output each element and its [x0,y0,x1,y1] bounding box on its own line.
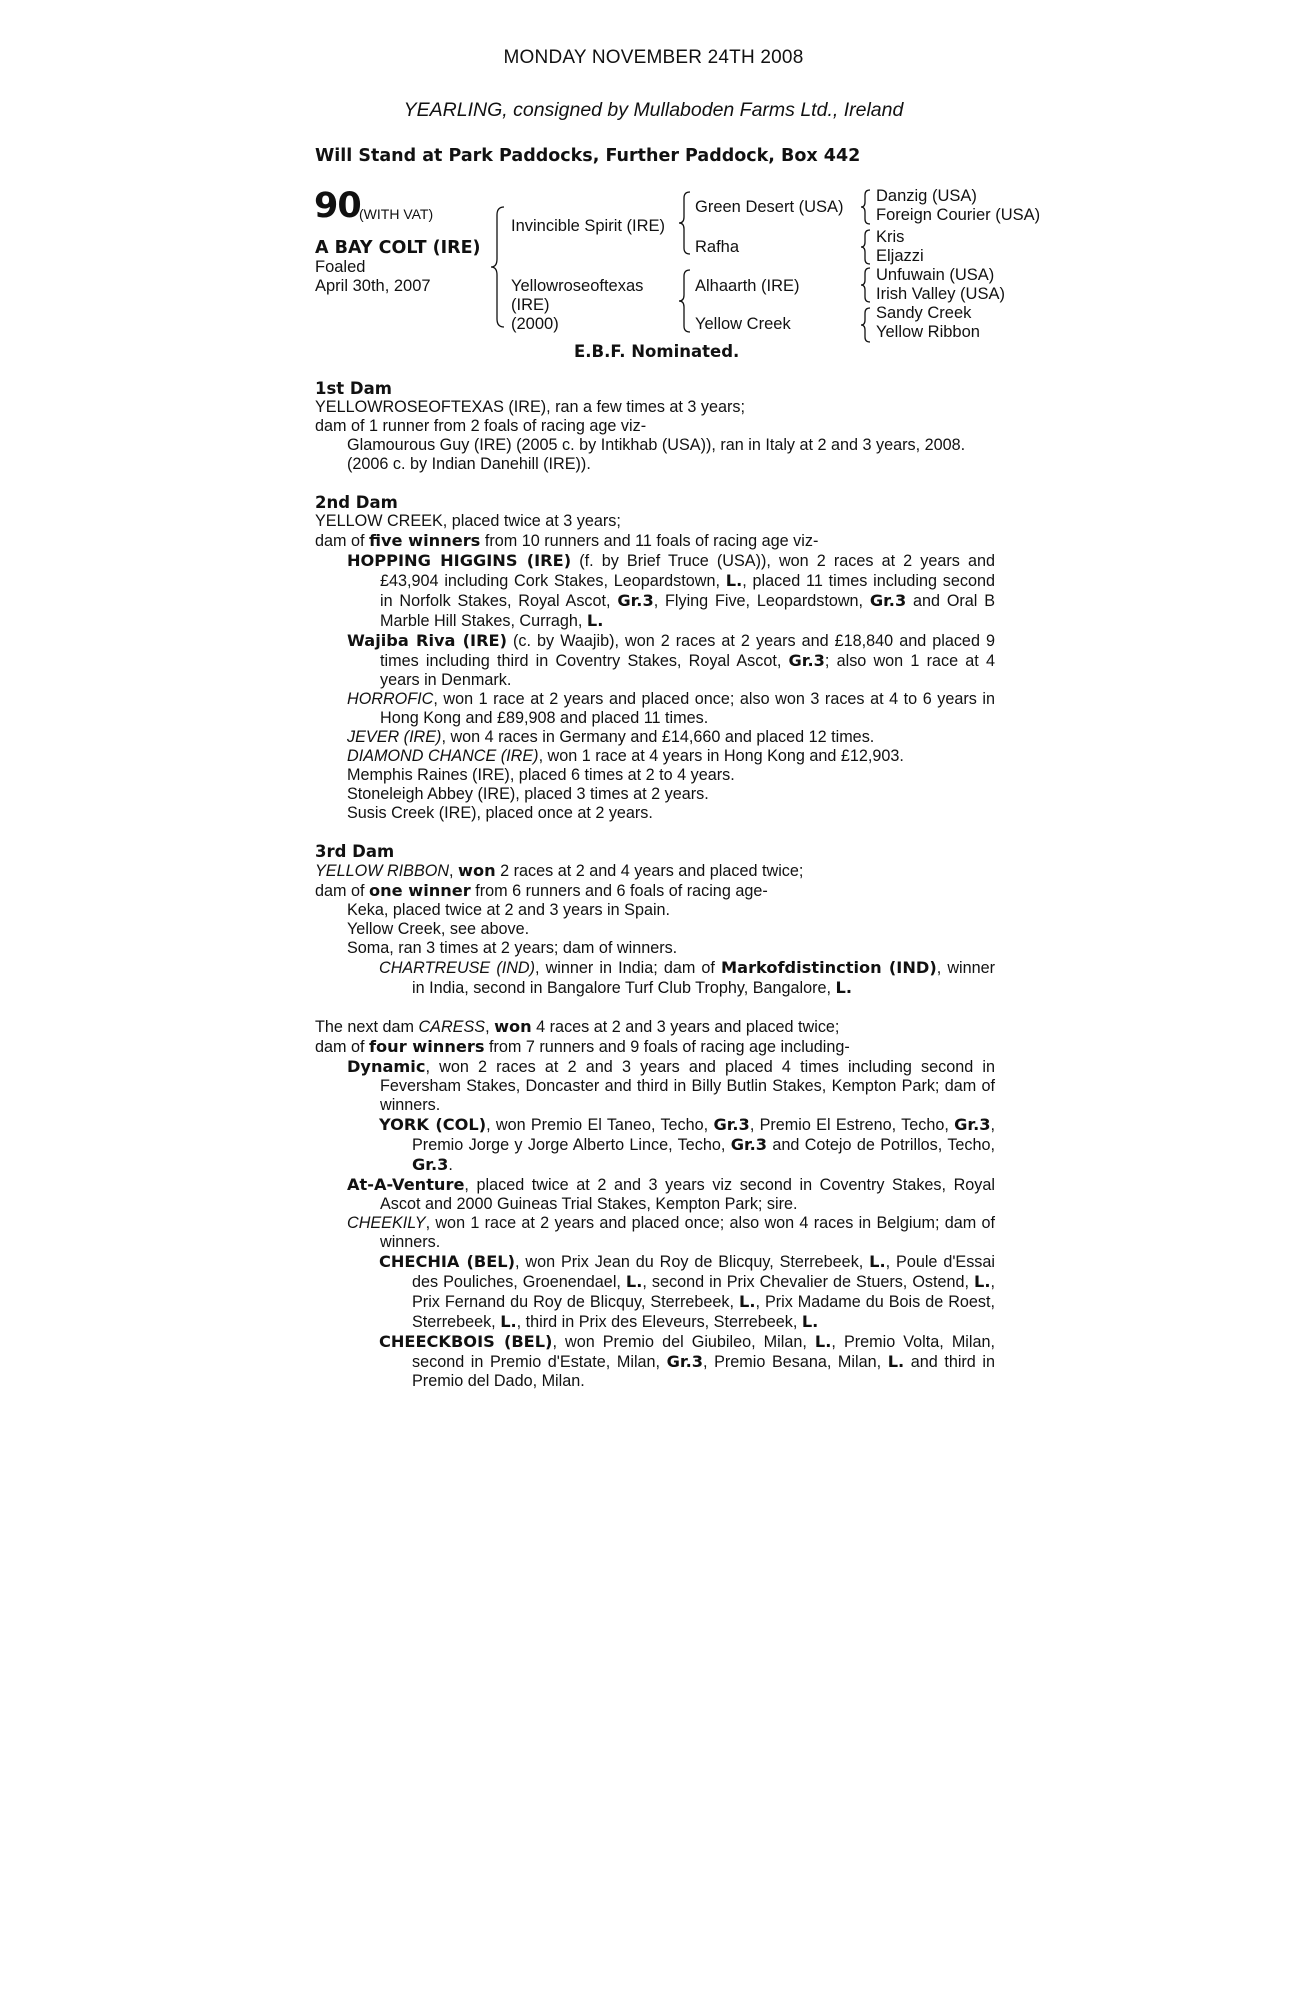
vat-note: (WITH VAT) [359,206,434,222]
stand-location: Will Stand at Park Paddocks, Further Paddock, Box 442 [315,146,861,166]
first-dam-line: YELLOWROSEOFTEXAS (IRE), ran a few times at 3 years; [315,398,745,416]
produce-entry-chechia: CHECHIA (BEL), won Prix Jean du Roy de Blicquy, Sterrebeek, L., Poule d'Essai des Pouliches, Groenendael, L., second in Prix Chevalier de Stuers, Ostend, L., Prix Fernand du Roy de Blicquy, Sterrebeek, L., Prix Madame du Bois de Roest, Sterrebeek, L., third in Prix des Eleveurs, Sterrebeek, L. [379,1252,996,1331]
next-dam-line: The next dam CARESS, won 4 races at 2 and 3 years and placed twice; [315,1017,840,1036]
pedigree-gg8: Yellow Ribbon [876,323,980,341]
produce-entry-memphis-raines: Memphis Raines (IRE), placed 6 times at 2 to 4 years. [347,766,735,784]
produce-entry-yellow-creek: Yellow Creek, see above. [347,920,530,938]
pedigree-grandsire-sire: Green Desert (USA) [695,198,844,216]
first-dam-produce-item: Glamourous Guy (IRE) (2005 c. by Intikhab (USA)), ran in Italy at 2 and 3 years, 2008. [347,436,966,454]
first-dam-heading: 1st Dam [315,379,392,398]
pedigree-gg2: Foreign Courier (USA) [876,206,1041,224]
horse-name: A BAY COLT (IRE) [315,238,481,258]
catalogue-body [315,379,995,1391]
pedigree-gg6: Irish Valley (USA) [876,285,1005,303]
ebf-nomination: E.B.F. Nominated. [574,342,740,361]
sale-date: MONDAY NOVEMBER 24TH 2008 [503,47,804,68]
pedigree-grandsire-dam: Alhaarth (IRE) [695,277,800,295]
produce-entry-keka: Keka, placed twice at 2 and 3 years in Spain. [347,901,671,919]
pedigree-brace-gg3 [858,266,874,304]
consignment-line: YEARLING, consigned by Mullaboden Farms Ltd., Ireland [403,99,904,121]
second-dam-heading: 2nd Dam [315,493,398,512]
first-dam-produce-item: (2006 c. by Indian Danehill (IRE)). [347,455,591,473]
produce-entry-soma: Soma, ran 3 times at 2 years; dam of winners. [347,939,678,957]
first-dam-produce-summary: dam of 1 runner from 2 foals of racing age viz- [315,417,647,435]
produce-entry-diamond-chance: DIAMOND CHANCE (IRE), won 1 race at 4 years in Hong Kong and £12,903. [347,747,904,765]
pedigree-gg5: Unfuwain (USA) [876,266,995,284]
pedigree-brace-gg4 [858,306,874,344]
foaled-label: Foaled [315,258,366,276]
produce-entry-chartreuse: CHARTREUSE (IND), winner in India; dam of Markofdistinction (IND), winner in India, second in Bangalore Turf Club Trophy, Bangalore, L. [379,958,996,997]
pedigree-brace-dam [676,268,694,334]
produce-entry-dynamic: Dynamic, won 2 races at 2 and 3 years and placed 4 times including second in Feversham Stakes, Doncaster and third in Billy Butlin Stakes, Kempton Park; dam of winners. [347,1057,995,1114]
pedigree-sire: Invincible Spirit (IRE) [511,217,666,235]
pedigree-brace-main [488,205,510,330]
produce-entry-york: YORK (COL), won Premio El Taneo, Techo, Gr.3, Premio El Estreno, Techo, Gr.3, Premio Jorge y Jorge Alberto Lince, Techo, Gr.3 and Cotejo de Potrillos, Techo, Gr.3. [379,1115,996,1174]
second-dam-produce-summary: dam of five winners from 10 runners and 11 foals of racing age viz- [315,531,819,550]
pedigree-gg1: Danzig (USA) [876,187,977,205]
next-dam-produce-summary: dam of four winners from 7 runners and 9 foals of racing age including- [315,1037,850,1056]
produce-entry-jever: JEVER (IRE), won 4 races in Germany and £14,660 and placed 12 times. [347,728,875,746]
produce-entry-stoneleigh-abbey: Stoneleigh Abbey (IRE), placed 3 times at 2 years. [347,785,709,803]
foaled-date: April 30th, 2007 [315,277,431,295]
pedigree-dam-line2: (IRE) [511,296,550,314]
produce-entry-wajiba-riva: Wajiba Riva (IRE) (c. by Waajib), won 2 races at 2 years and £18,840 and placed 9 times including third in Coventry Stakes, Royal Ascot, Gr.3; also won 1 race at 4 years in Denmark. [347,631,995,689]
pedigree-gg4: Eljazzi [876,247,924,265]
pedigree-dam-line3: (2000) [511,315,559,333]
pedigree-dam-line1: Yellowroseoftexas [511,277,644,295]
third-dam-produce-summary: dam of one winner from 6 runners and 6 foals of racing age- [315,881,768,900]
pedigree-gg7: Sandy Creek [876,304,972,322]
produce-entry-cheeckbois: CHEECKBOIS (BEL), won Premio del Giubileo, Milan, L., Premio Volta, Milan, second in Premio d'Estate, Milan, Gr.3, Premio Besana, Milan, L. and third in Premio del Dado, Milan. [379,1332,996,1390]
lot-number: 90 [314,186,361,226]
pedigree-gg3: Kris [876,228,905,246]
pedigree-granddam-sire: Rafha [695,238,740,256]
produce-entry-cheekily: CHEEKILY, won 1 race at 2 years and placed once; also won 4 races in Belgium; dam of winners. [347,1214,995,1251]
pedigree-brace-sire [676,190,694,256]
pedigree-brace-gg2 [858,228,874,266]
produce-entry-at-a-venture: At-A-Venture, placed twice at 2 and 3 years viz second in Coventry Stakes, Royal Ascot and 2000 Guineas Trial Stakes, Kempton Park; sire. [347,1175,995,1213]
second-dam-line: YELLOW CREEK, placed twice at 3 years; [315,512,621,530]
produce-entry-horrofic: HORROFIC, won 1 race at 2 years and placed once; also won 3 races at 4 to 6 years in Hong Kong and £89,908 and placed 11 times. [347,690,995,727]
pedigree-brace-gg1 [858,188,874,226]
produce-entry-hopping-higgins: HOPPING HIGGINS (IRE) (f. by Brief Truce (USA)), won 2 races at 2 years and £43,904 including Cork Stakes, Leopardstown, L., placed 11 times including second in Norfolk Stakes, Royal Ascot, Gr.3, Flying Five, Leopardstown, Gr.3 and Oral B Marble Hill Stakes, Curragh, L. [347,551,995,630]
pedigree-granddam-dam: Yellow Creek [695,315,791,333]
third-dam-line: YELLOW RIBBON, won 2 races at 2 and 4 years and placed twice; [315,861,804,880]
third-dam-heading: 3rd Dam [315,842,395,861]
produce-entry-susis-creek: Susis Creek (IRE), placed once at 2 years. [347,804,653,822]
